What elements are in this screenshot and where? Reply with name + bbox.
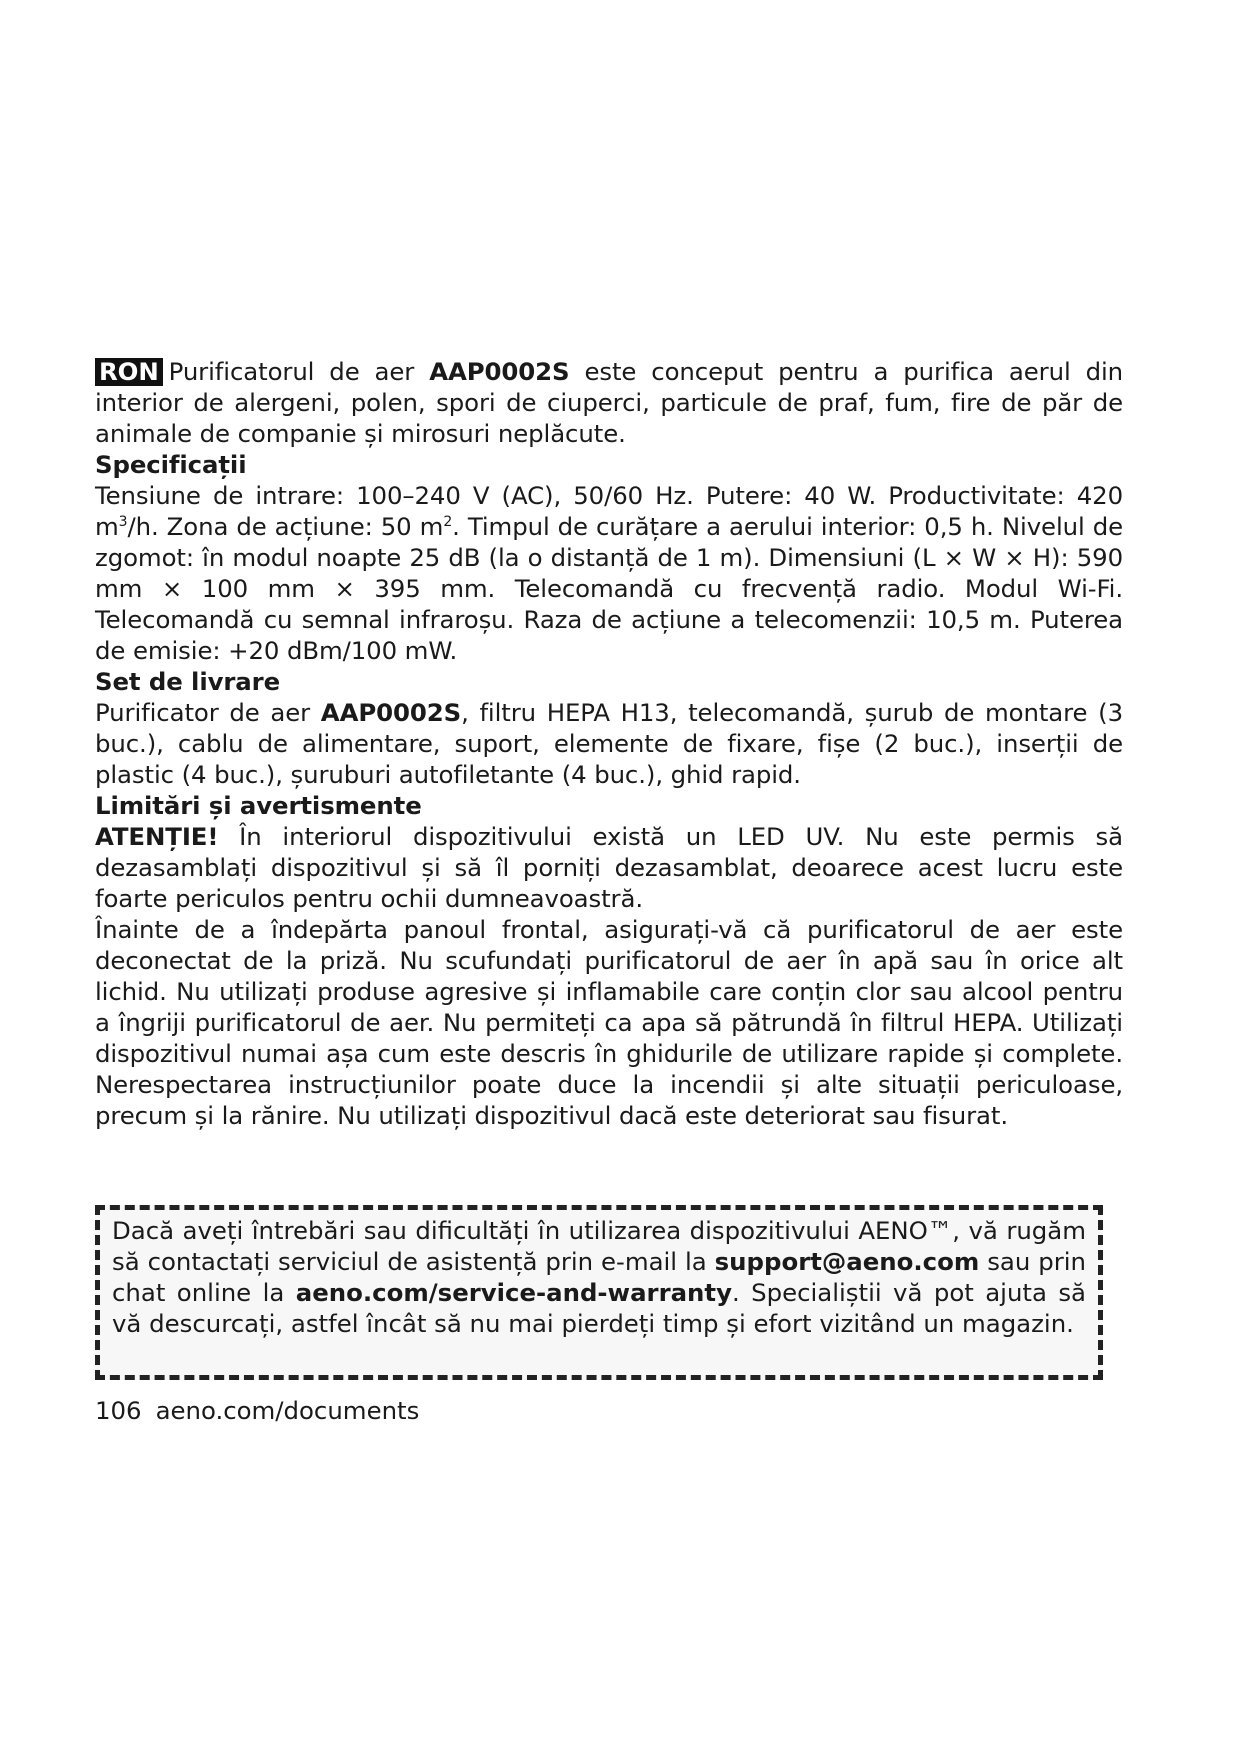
warnings-paragraph-2: Înainte de a îndepărta panoul frontal, asigurați-vă că purificatorul de aer este deconectat de la priză. Nu scufundați purificatorul de aer în apă sau în orice alt lichid. Nu utilizați produse agresive și inflamabile care conțin clor sau alcool pentru a îngriji purificatorul de aer. Nu permiteți ca apa să pătrundă în filtrul HEPA. Utilizați dispozitivul numai așa cum este descris în ghidurile de utilizare rapide și complete. Nerespectarea instrucțiunilor poate duce la incendii și alte situații periculoase, precum și la rănire. Nu utilizați dispozitivul dacă este deteriorat sau fisurat. [95,915,1123,1130]
page-number: 106 [95,1396,142,1425]
delivery-text-1: Purificator de aer [95,698,321,727]
support-email-link[interactable]: support@aeno.com [714,1247,980,1276]
manual-content [95,356,1123,1131]
specs-text-2: /h. Zona de acțiune: 50 m [127,512,444,541]
warnings-heading: Limitări și avertismente [95,791,422,820]
intro-paragraph [95,356,1123,449]
specs-sup-1: 3 [118,513,128,530]
delivery-heading: Set de livrare [95,667,281,696]
footer-url: aeno.com/documents [155,1396,420,1425]
delivery-paragraph [95,697,1123,790]
notice-text-3: . Specialiștii vă pot ajuta să vă descurcați, astfel încât să nu mai pierdeți timp și efort vizitând un magazin. [112,1278,1086,1338]
specs-text-1: Tensiune de intrare: 100–240 V (AC), 50/60 Hz. Putere: 40 W. Productivitate: 420 m [95,481,1123,541]
specs-sup-2: 2 [443,513,453,530]
specs-paragraph [95,480,1123,666]
warnings-paragraph-1 [95,821,1123,914]
language-tag: RON [95,358,163,386]
intro-text-1: Purificatorul de aer [168,357,430,386]
page-footer [95,1395,419,1426]
warnings-text-1: În interiorul dispozitivului există un LED UV. Nu este permis să dezasamblați dispozitivul și să îl porniți dezasamblat, deoarece acest lucru este foarte periculos pentru ochii dumneavoastră. [95,822,1123,913]
intro-text-2: este conceput pentru a purifica aerul din interior de alergeni, polen, spori de ciuperci, particule de praf, fum, fire de păr de animale de companie și mirosuri neplăcute. [95,357,1124,448]
delivery-text-2: , filtru HEPA H13, telecomandă, șurub de montare (3 buc.), cablu de alimentare, suport, elemente de fixare, fișe (2 buc.), inserții de plastic (4 buc.), șuruburi autofiletante (4 buc.), ghid rapid. [95,698,1123,789]
notice-text-1: Dacă aveți întrebări sau dificultăți în utilizarea dispozitivului AENO™, vă rugăm să contactați serviciul de asistență prin e-mail la [112,1216,1086,1276]
specs-text-3: . Timpul de curățare a aerului interior: 0,5 h. Nivelul de zgomot: în modul noapte 25 dB (la o distanță de 1 m). Dimensiuni (L × W × H): 590 mm × 100 mm × 395 mm. Telecomandă cu frecvență radio. Modul Wi-Fi. Telecomandă cu semnal infraroșu. Raza de acțiune a telecomenzii: 10,5 m. Puterea de emisie: +20 dBm/100 mW. [95,512,1123,665]
support-notice-box [95,1205,1103,1380]
intro-model: AAP0002S [429,357,570,386]
specs-heading: Specificații [95,450,247,479]
service-warranty-link[interactable]: aeno.com/service-and-warranty [295,1278,732,1307]
attention-label: ATENȚIE! [95,822,219,851]
notice-text-2: sau prin chat online la [112,1247,1086,1307]
delivery-model: AAP0002S [320,698,462,727]
